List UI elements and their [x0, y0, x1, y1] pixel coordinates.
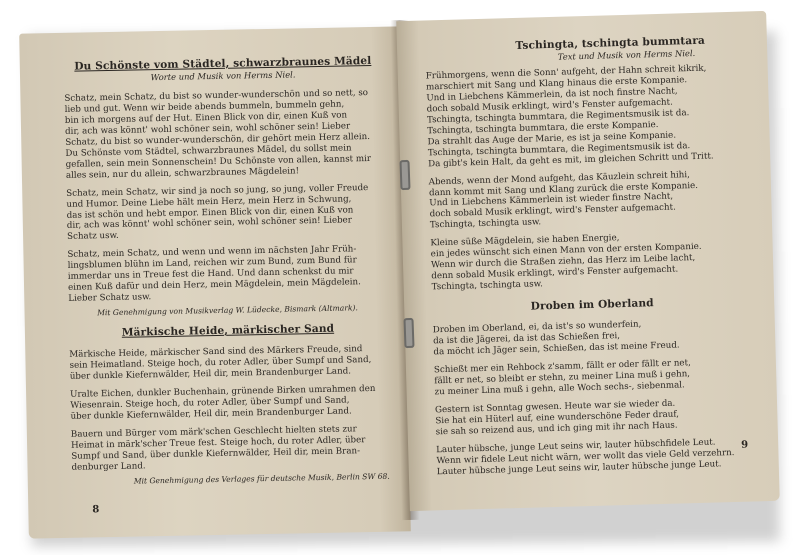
staple-top — [399, 160, 410, 190]
stanza: Abends, wenn der Mond aufgeht, das Käuzlein schreit hihi, dann kommt mit Sang und Klang zurück die erste Kompanie. Und in Liebchens Kämmerlein ist wieder finstre Nacht, doch sobald Musik erklingt, wird's Fenster aufgemacht. Tschingta, tschingta usw. — [428, 169, 699, 231]
stanza: Schatz, mein Schatz, und wenn und wenn im nächsten Jahr Früh- lingsblumen blühn im Land, reichen wir zum Bund, zum Bund für immerdar uns in Treue fest die Hand. Und dann schenkst du mir einen Kuß dafür und dein Herz, mein Mägdelein, mein Mägdelein. Lieber Schatz usw. — [67, 244, 361, 305]
stanza: Lauter hübsche, junge Leut seins wir, lauter hübschfidele Leut. Wenn wir fidele Leut nicht wärn, wer wollt das viele Geld verzehrn. Lauter hübsche junge Leut seins wir, lauter hübsche junge Leut. — [436, 437, 735, 477]
permission-note: Mit Genehmigung des Verlages für deutsche Musik, Berlin SW 68. — [133, 471, 390, 486]
stanza: Bauern und Bürger vom märk'schen Geschlecht hielten stets zur Heimat in märk'scher Treue fest. Steige hoch, du roter Adler, über Sumpf und Sand, über dunkle Kiefernwälder, Heil dir, mein Bran- denburger Land. — [70, 424, 366, 473]
stanza: Uralte Eichen, dunkler Buchenhain, grünende Birken umrahmen den Wiesenrain. Steige hoch, du roter Adler, über Sumpf und Sand, über dunkle Kiefernwälder, Heil dir, mein Brandenburger Land. — [70, 383, 376, 422]
stanza: Märkische Heide, märkischer Sand sind des Märkers Freude, sind sein Heimatland. Steige hoch, du roter Adler, über Sumpf und Sand, über dunkle Kiefernwälder, Heil dir, mein Brandenburger Land. — [69, 344, 372, 382]
stanza: Frühmorgens, wenn die Sonn' aufgeht, der Hahn schreit kikrik, marschiert mit Sang und Klang hinaus die erste Kompanie. Und in Liebchens Kämmerlein, da ist noch finstre Nacht, doch sobald Musik erklingt, wird's Fenster aufgemacht. Tschingta, tschingta bummtara, die Regimentsmusik ist da. Tschingta, tschingta bummtara, die erste Kompanie. Da strahlt das Auge der Marie, es ist ja seine Kompanie. Tschingta, tschingta bummtara, die Regimentsmusik ist da. Da gibt's kein Halt, da geht es mit, im gleichen Schritt und Tritt. — [425, 63, 714, 170]
stanza: Kleine süße Mägdelein, sie haben Energie, ein jedes wünscht sich einen Mann von der ersten Kompanie. Wenn wir durch die Straßen ziehn, das Herz im Leibe lacht, denn sobald Musik erklingt, wird's Fenster aufgemacht. Tschingta, tschingta usw. — [430, 233, 702, 293]
permission-note: Mit Genehmigung von Musikverlag W. Lüdecke, Bismark (Altmark). — [97, 303, 358, 318]
song-title-maerkische-heide: Märkische Heide, märkischer Sand — [121, 322, 335, 339]
right-page — [396, 11, 780, 511]
page-number: 9 — [741, 439, 749, 451]
left-page — [19, 26, 411, 538]
stanza: Droben im Oberland, ei, da ist's so wunderfein, da ist die Jägerei, da ist das Schießen frei, da möcht ich Jäger sein, Schießen, das ist meine Freud. — [432, 319, 680, 358]
page-number: 8 — [92, 504, 100, 516]
song-credit-du-schoenste: Worte und Musik von Herms Niel. — [150, 69, 296, 83]
stanza: Schatz, mein Schatz, wir sind ja noch so jung, so jung, voller Freude und Humor. Deine Liebe hält mein Herz, mein Herz in Schwung, das ist schön und hebt empor. Einen Blick von dir, einen Kuß von dir, ach was könnt' wohl schöner sein, wohl schöner sein! Lieber Schatz usw. — [66, 182, 369, 243]
stanza: Schießt mer ein Rehbock z'samm, fällt er oder fällt er net, fällt er net, so bleibt er stehn, zu meiner Lina muß i gehn, zu meiner Lina muß i gehn, alle Woch sechs-, siebenmal. — [433, 358, 691, 398]
song-title-droben-im-oberland: Droben im Oberland — [530, 297, 654, 313]
staple-bottom — [403, 318, 414, 348]
song-credit-tschingta: Text und Musik von Herms Niel. — [557, 47, 696, 62]
song-title-tschingta: Tschingta, tschingta bummtara — [515, 34, 706, 52]
stanza: Schatz, mein Schatz, du bist so wunder-wunderschön und so nett, so lieb und gut. Wenn wir beide abends bummeln, bummeln gehn, bin ich morgens auf der Hut. Einen Blick von dir, einen Kuß von dir, ach was könnt' wohl schöner sein, wohl schöner sein! Lieber Schatz, du bist so wunder-wunderschön, dir gehört mein Herz allein. Du Schönste vom Städtel, schwarzbraunes Mädel, du sollst mein gefallen, sein mein Sonnenschein! Du Schönste von allen, kannst mir alles sein, nur du allein, schwarzbraunes Mägdelein! — [64, 88, 372, 181]
song-title-du-schoenste: Du Schönste vom Städtel, schwarzbraunes Mädel — [74, 54, 372, 73]
stanza: Gestern ist Sonntag gwesen. Heute war sie wieder da. Sie hat ein Hüterl auf, eine wunderschöne Feder drauf, sie sah so reizend aus, und ich ging mit ihr nach Haus. — [434, 398, 680, 438]
